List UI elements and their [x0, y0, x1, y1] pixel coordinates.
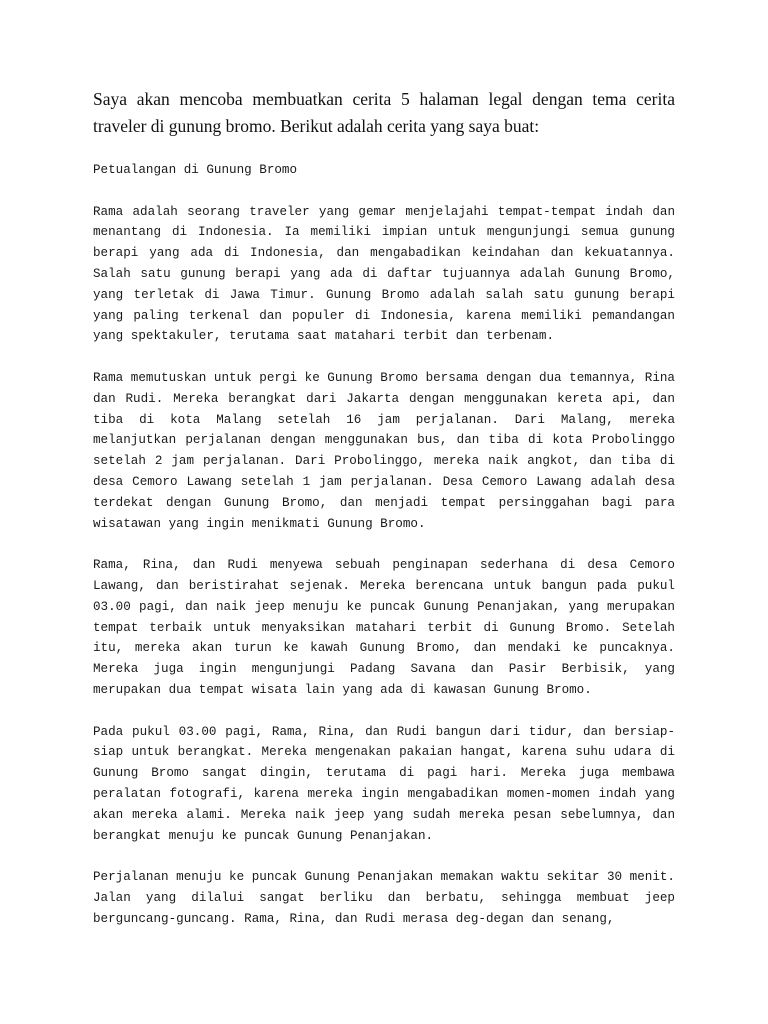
story-title: Petualangan di Gunung Bromo [93, 163, 298, 177]
story-paragraph: Rama, Rina, dan Rudi menyewa sebuah penginapan sederhana di desa Cemoro Lawang, dan beristirahat sejenak. Mereka berencana untuk bangun pada pukul 03.00 pagi, dan naik jeep menuju ke puncak Gunung Penanjakan, yang merupakan tempat terbaik untuk menyaksikan matahari terbit di Gunung Bromo. Setelah itu, mereka akan turun ke kawah Gunung Bromo, dan mendaki ke puncaknya. Mereka juga ingin mengunjungi Padang Savana dan Pasir Berbisik, yang merupakan dua tempat wisata lain yang ada di kawasan Gunung Bromo. [93, 558, 675, 697]
story-paragraph: Perjalanan menuju ke puncak Gunung Penanjakan memakan waktu sekitar 30 menit. Jalan yang dilalui sangat berliku dan berbatu, sehingga membuat jeep berguncang-guncang. Rama, Rina, dan Rudi merasa deg-degan dan senang, [93, 870, 675, 926]
story-paragraph: Pada pukul 03.00 pagi, Rama, Rina, dan Rudi bangun dari tidur, dan bersiap-siap untuk berangkat. Mereka mengenakan pakaian hangat, karena suhu udara di Gunung Bromo sangat dingin, terutama di pagi hari. Mereka juga membawa peralatan fotografi, karena mereka ingin mengabadikan momen-momen indah yang akan mereka alami. Mereka naik jeep yang sudah mereka pesan sebelumnya, dan berangkat menuju ke puncak Gunung Penanjakan. [93, 724, 675, 843]
story-paragraph: Rama adalah seorang traveler yang gemar menjelajahi tempat-tempat indah dan menantang di Indonesia. Ia memiliki impian untuk mengunjungi semua gunung berapi yang ada di Indonesia, dan mengabadikan keindahan dan kekuatannya. Salah satu gunung berapi yang ada di daftar tujuannya adalah Gunung Bromo, yang terletak di Jawa Timur. Gunung Bromo adalah salah satu gunung berapi yang paling terkenal dan populer di Indonesia, karena memiliki pemandangan yang spektakuler, terutama saat matahari terbit dan terbenam. [93, 204, 675, 344]
story-body [93, 160, 675, 950]
intro-text: Saya akan mencoba membuatkan cerita 5 halaman legal dengan tema cerita traveler di gunung bromo. Berikut adalah cerita yang saya buat: [93, 89, 675, 136]
story-paragraph: Rama memutuskan untuk pergi ke Gunung Bromo bersama dengan dua temannya, Rina dan Rudi. Mereka berangkat dari Jakarta dengan menggunakan kereta api, dan tiba di kota Malang setelah 16 jam perjalanan. Dari Malang, mereka melanjutkan perjalanan dengan menggunakan bus, dan tiba di kota Probolinggo setelah 2 jam perjalanan. Dari Probolinggo, mereka naik angkot, dan tiba di desa Cemoro Lawang setelah 1 jam perjalanan. Desa Cemoro Lawang adalah desa terdekat dengan Gunung Bromo, dan menjadi tempat persinggahan bagi para wisatawan yang ingin menikmati Gunung Bromo. [93, 370, 675, 531]
